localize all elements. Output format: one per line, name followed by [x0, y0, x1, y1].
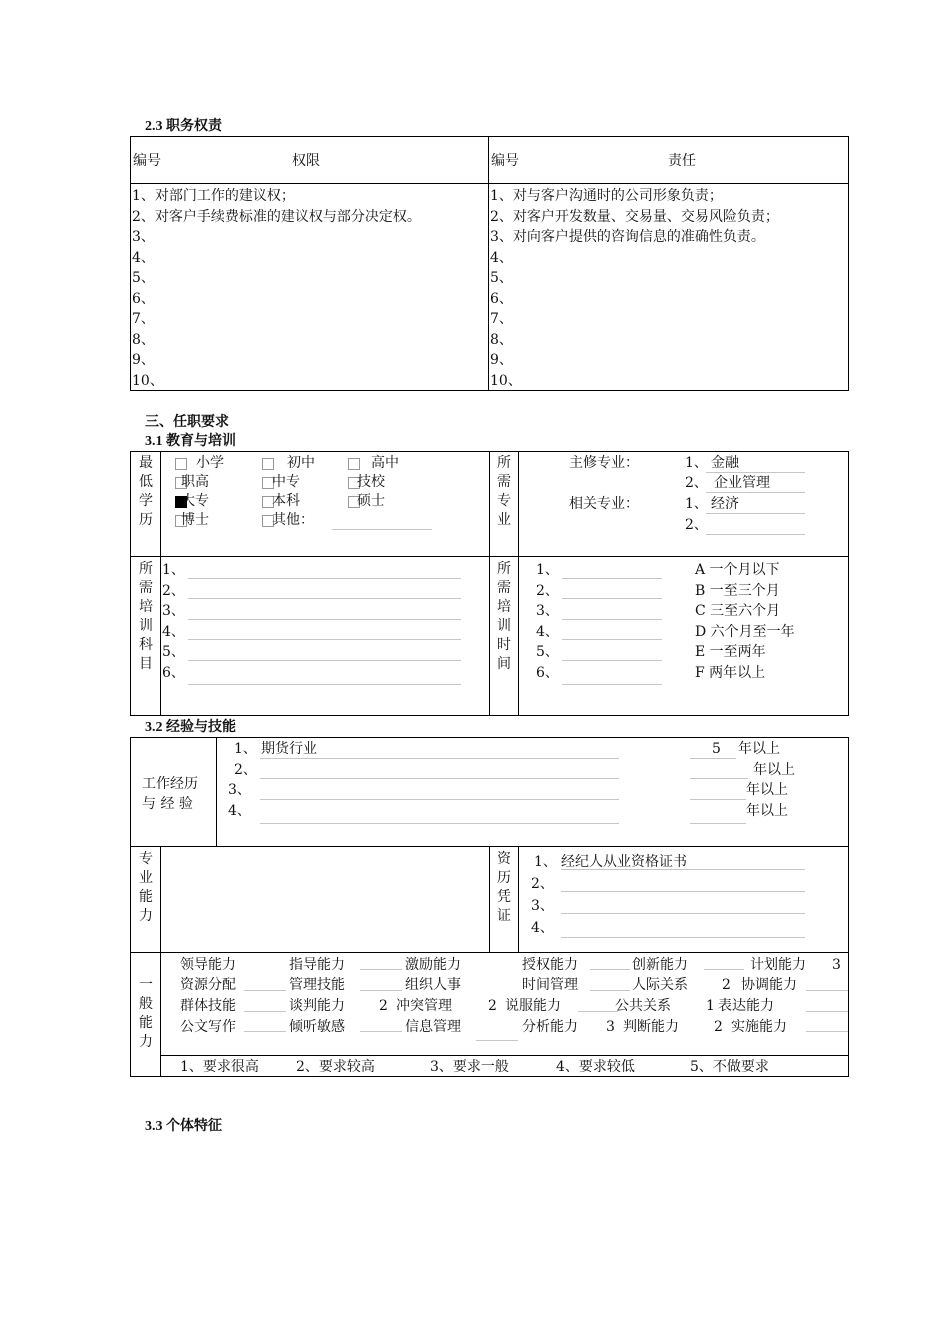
list-number: 1、: [685, 455, 708, 471]
list-item: 1、: [536, 562, 559, 578]
input-line[interactable]: [260, 778, 619, 779]
list-item: 1、对部门工作的建议权；: [132, 188, 295, 204]
list-number: 1、: [234, 741, 257, 757]
ability-name: 协调能力: [741, 977, 797, 993]
option-item: F 两年以上: [695, 664, 766, 681]
input-line[interactable]: [806, 1031, 848, 1032]
years-suffix: 年以上: [746, 782, 788, 798]
option-label: 大专: [181, 493, 209, 509]
list-item: 9、: [132, 352, 155, 368]
list-item: 1、: [162, 562, 185, 578]
option-label: 博士: [181, 512, 209, 528]
option-label: 其他：: [272, 512, 314, 528]
ability-name: 时间管理: [522, 977, 578, 993]
input-line: [561, 869, 805, 870]
ability-name: 表达能力: [718, 998, 774, 1014]
divider: [518, 451, 519, 716]
input-line[interactable]: [260, 823, 619, 824]
list-item: 6、: [132, 290, 155, 307]
list-item: 7、: [490, 311, 513, 327]
list-item: 4、: [490, 249, 513, 266]
input-line[interactable]: [704, 969, 744, 970]
professional-ability-label: 专业能力: [139, 851, 153, 924]
list-item: 2、对客户手续费标准的建议权与部分决定权。: [132, 208, 421, 225]
section-title-3-2: 3.2 经验与技能: [145, 720, 236, 735]
list-item: 2、: [536, 582, 559, 599]
list-item: 4、: [132, 249, 155, 266]
list-number: 1、: [685, 496, 708, 512]
ability-name: 资源分配: [180, 977, 236, 993]
work-label: 工作经历: [142, 776, 198, 792]
divider: [488, 136, 489, 391]
list-item: 5、: [536, 644, 559, 660]
option-item: E 一至两年: [695, 644, 766, 660]
general-ability-label: 一般能力: [139, 977, 153, 1050]
list-number: 1、: [534, 854, 557, 870]
related-major-value[interactable]: 经济: [711, 496, 739, 512]
list-item: 2、对客户开发数量、交易量、交易风险负责；: [490, 208, 779, 225]
checkbox-primary[interactable]: [175, 458, 187, 470]
input-line[interactable]: [244, 1031, 286, 1032]
input-line[interactable]: [561, 891, 805, 892]
list-number: 3、: [228, 782, 251, 798]
ability-name: 人际关系: [632, 977, 688, 993]
training-time-list: [536, 560, 559, 683]
option-label: 本科: [272, 493, 300, 509]
main-major-label: 主修专业：: [569, 455, 639, 471]
list-item: 8、: [490, 331, 513, 348]
major-label: 所需专业: [497, 455, 511, 528]
ability-name: 冲突管理: [396, 998, 452, 1014]
main-major-value[interactable]: 企业管理: [714, 475, 770, 491]
input-line[interactable]: [578, 1011, 618, 1012]
input-line: [706, 472, 805, 473]
ability-name: 领导能力: [180, 957, 236, 973]
list-item: 7、: [132, 311, 155, 327]
option-item: A 一个月以下: [695, 562, 780, 578]
input-line[interactable]: [561, 937, 805, 938]
list-item: 3、: [132, 229, 155, 245]
list-number: 2、: [531, 876, 554, 892]
ability-name: 公文写作: [180, 1019, 236, 1035]
list-item: 2、: [162, 582, 185, 599]
ability-name: 公共关系: [615, 998, 671, 1014]
input-line[interactable]: [561, 913, 805, 914]
input-line[interactable]: [360, 1031, 402, 1032]
ability-name: 判断能力: [623, 1019, 679, 1035]
input-line[interactable]: [690, 823, 746, 824]
option-label: 小学: [196, 455, 224, 471]
section-title-3-3: 3.3 个体特征: [145, 1119, 222, 1134]
list-number: 4、: [531, 920, 554, 936]
option-item: C 三至六个月: [695, 603, 781, 619]
list-item: 6、: [490, 290, 513, 307]
ability-value[interactable]: 3: [832, 957, 841, 973]
section-title-3: 三、任职要求: [145, 415, 229, 430]
ability-name: 谈判能力: [289, 998, 345, 1014]
list-item: 6、: [536, 664, 559, 681]
input-line[interactable]: [806, 1011, 848, 1012]
ability-name: 分析能力: [522, 1019, 578, 1035]
input-line[interactable]: [706, 534, 805, 535]
option-item: B 一至三个月: [695, 582, 780, 599]
ability-name: 说服能力: [505, 998, 561, 1014]
ability-name: 管理技能: [289, 977, 345, 993]
option-label: 技校: [357, 474, 385, 490]
authority-list: [132, 186, 421, 391]
list-item: 6、: [162, 664, 185, 681]
divider: [160, 846, 161, 953]
legend-item: 3、要求一般: [430, 1059, 509, 1075]
list-item: 4、: [162, 623, 185, 640]
work-years[interactable]: 5: [712, 741, 721, 757]
training-time-label: 所需培训时间: [497, 561, 511, 672]
input-line[interactable]: [188, 684, 461, 685]
input-line[interactable]: [188, 578, 461, 579]
list-item: 3、: [162, 603, 185, 619]
ability-value[interactable]: 1: [706, 998, 715, 1014]
list-number: 2、: [685, 517, 708, 533]
list-item: 4、: [536, 623, 559, 640]
input-line[interactable]: [244, 990, 286, 991]
input-line[interactable]: [562, 639, 662, 640]
input-line[interactable]: [690, 799, 746, 800]
option-label: 中专: [272, 474, 300, 490]
responsibility-list: [490, 186, 779, 391]
ability-name: 信息管理: [405, 1019, 461, 1035]
input-line[interactable]: [260, 799, 619, 800]
input-line[interactable]: [806, 990, 848, 991]
divider: [130, 183, 849, 184]
ability-name: 激励能力: [405, 957, 461, 973]
ability-name: 创新能力: [632, 957, 688, 973]
header-authority: 权限: [292, 153, 320, 169]
years-suffix: 年以上: [753, 762, 795, 778]
years-suffix: 年以上: [738, 741, 780, 757]
list-number: 3、: [531, 898, 554, 914]
divider: [518, 846, 519, 953]
option-label: 高中: [371, 455, 399, 471]
list-item: 5、: [490, 270, 513, 286]
option-label: 硕士: [357, 493, 385, 509]
list-number: 2、: [234, 762, 257, 778]
ability-value[interactable]: 2: [488, 998, 497, 1014]
training-time-options: [695, 560, 795, 683]
ability-name: 组织人事: [405, 977, 461, 993]
ability-value[interactable]: 2: [722, 977, 731, 993]
ability-value[interactable]: 2: [379, 998, 388, 1014]
ability-value[interactable]: 3: [606, 1019, 615, 1035]
header-number: 编号: [491, 153, 519, 169]
ability-name: 计划能力: [750, 957, 806, 973]
list-number: 2、: [685, 475, 708, 491]
input-line: [260, 758, 619, 759]
input-line[interactable]: [244, 1011, 286, 1012]
list-item: 1、对与客户沟通时的公司形象负责；: [490, 188, 723, 204]
list-item: 9、: [490, 352, 513, 368]
input-line: [706, 513, 805, 514]
list-number: 4、: [228, 803, 251, 819]
ability-name: 指导能力: [289, 957, 345, 973]
input-line: [706, 492, 805, 493]
input-line[interactable]: [562, 578, 662, 579]
certificate-label: 资历凭证: [497, 851, 511, 924]
list-item: 3、: [536, 603, 559, 619]
header-responsibility: 责任: [668, 153, 696, 169]
input-line[interactable]: [562, 660, 662, 661]
option-label: 初中: [287, 455, 315, 471]
other-input-line[interactable]: [332, 529, 432, 530]
input-line[interactable]: [590, 969, 630, 970]
related-major-label: 相关专业：: [569, 496, 639, 512]
input-line[interactable]: [562, 598, 662, 599]
list-item: 3、对向客户提供的咨询信息的准确性负责。: [490, 229, 765, 245]
education-label: 最低学历: [139, 455, 153, 528]
section-title-2-3: 2.3 职务权责: [145, 119, 222, 134]
work-label: 与 经 验: [142, 796, 193, 812]
input-line[interactable]: [562, 619, 662, 620]
list-item: 5、: [132, 270, 155, 286]
header-number: 编号: [133, 153, 161, 169]
input-line[interactable]: [476, 1040, 518, 1041]
option-label: 职高: [181, 474, 209, 490]
training-subject-list: [162, 560, 185, 683]
ability-name: 授权能力: [522, 957, 578, 973]
checkbox-senior-high[interactable]: [348, 458, 360, 470]
divider: [489, 451, 490, 716]
section-title-3-1: 3.1 教育与培训: [145, 434, 236, 449]
input-line: [690, 758, 736, 759]
input-line[interactable]: [188, 598, 461, 599]
ability-value[interactable]: 2: [714, 1019, 723, 1035]
input-line[interactable]: [188, 660, 461, 661]
divider: [160, 451, 161, 716]
work-item-text[interactable]: 期货行业: [261, 741, 317, 757]
legend-item: 2、要求较高: [296, 1059, 375, 1075]
certificate-text[interactable]: 经纪人从业资格证书: [561, 854, 687, 870]
divider: [160, 952, 161, 1077]
list-item: 10、: [490, 372, 522, 389]
divider: [160, 1055, 849, 1056]
legend-item: 1、要求很高: [180, 1059, 259, 1075]
ability-name: 倾听敏感: [289, 1019, 345, 1035]
ability-name: 群体技能: [180, 998, 236, 1014]
input-line[interactable]: [562, 684, 662, 685]
input-line[interactable]: [360, 969, 402, 970]
legend-item: 4、要求较低: [556, 1059, 635, 1075]
divider: [216, 737, 217, 847]
checkbox-junior-high[interactable]: [262, 458, 274, 470]
ability-name: 实施能力: [731, 1019, 787, 1035]
list-item: 10、: [132, 372, 164, 389]
option-item: D 六个月至一年: [695, 623, 795, 640]
input-line[interactable]: [188, 619, 461, 620]
input-line[interactable]: [188, 639, 461, 640]
years-suffix: 年以上: [746, 803, 788, 819]
training-subject-label: 所需培训科目: [139, 561, 153, 672]
input-line[interactable]: [690, 778, 748, 779]
legend-item: 5、不做要求: [690, 1059, 769, 1075]
list-item: 8、: [132, 331, 155, 348]
input-line[interactable]: [360, 990, 402, 991]
divider: [489, 846, 490, 953]
list-item: 5、: [162, 644, 185, 660]
input-line[interactable]: [590, 990, 630, 991]
main-major-value[interactable]: 金融: [711, 455, 739, 471]
